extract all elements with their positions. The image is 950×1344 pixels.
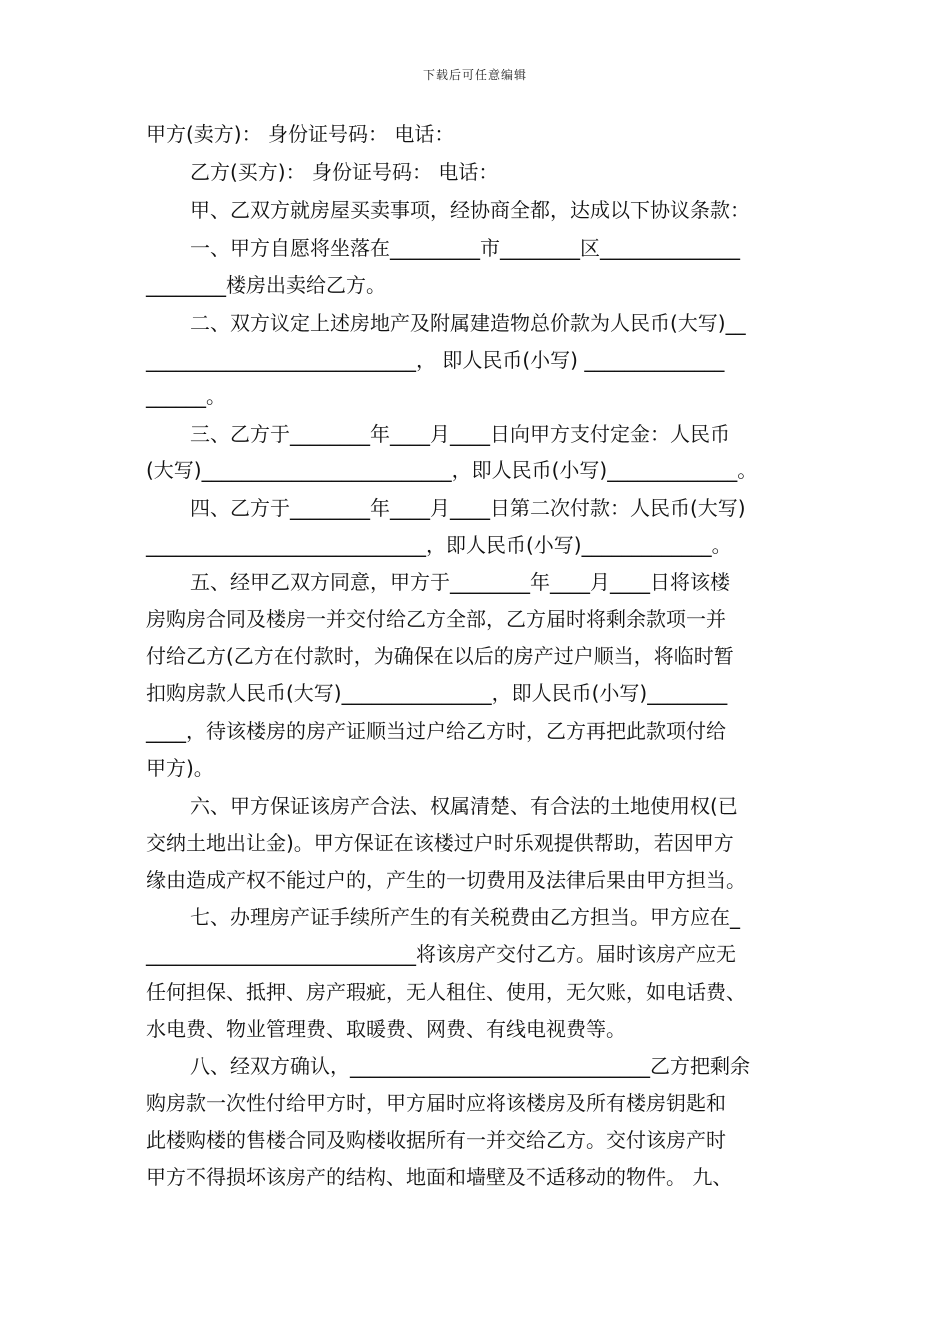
clause-8-line-4: 甲方不得损坏该房产的结构、地面和墙壁及不适移动的物件。 九、 bbox=[146, 1165, 733, 1189]
clause-4-line-2: ____________________________，即人民币(小写)_____________。 bbox=[146, 533, 732, 557]
clause-7-line-1: 七、办理房产证手续所产生的有关税费由乙方担当。甲方应在_ bbox=[190, 905, 740, 929]
clause-8-line-2: 购房款一次性付给甲方时，甲方届时应将该楼房及所有楼房钥匙和 bbox=[146, 1091, 726, 1115]
clause-8-line-3: 此楼购楼的售楼合同及购楼收据所有一并交给乙方。交付该房产时 bbox=[146, 1128, 726, 1152]
party-a-line: 甲方(卖方)： 身份证号码： 电话： bbox=[146, 122, 455, 146]
clause-6-line-1: 六、甲方保证该房产合法、权属清楚、有合法的土地使用权(已 bbox=[190, 794, 738, 818]
clause-1-line-1: 一、甲方自愿将坐落在_________市________区______________ bbox=[190, 236, 740, 260]
clause-7-line-3: 任何担保、抵押、房产瑕疵，无人租住、使用，无欠账，如电话费、 bbox=[146, 980, 746, 1004]
clause-5-line-5: ____，待该楼房的房产证顺当过户给乙方时，乙方再把此款项付给 bbox=[146, 719, 726, 743]
clause-5-line-4: 扣购房款人民币(大写)_______________，即人民币(小写)________ bbox=[146, 681, 728, 705]
clause-8-line-1: 八、经双方确认，______________________________乙方把剩余 bbox=[190, 1054, 750, 1078]
clause-7-line-2: ___________________________将该房产交付乙方。届时该房产应无 bbox=[146, 942, 736, 966]
clause-5-line-3: 付给乙方(乙方在付款时，为确保在以后的房产过户顺当，将临时暂 bbox=[146, 644, 734, 668]
clause-5-line-6: 甲方)。 bbox=[146, 756, 214, 780]
clause-2-line-2: ___________________________， 即人民币(小写) ______________ bbox=[146, 348, 725, 372]
clause-6-line-2: 交纳土地出让金)。甲方保证在该楼过户时乐观提供帮助，若因甲方 bbox=[146, 831, 734, 855]
clause-5-line-2: 房购房合同及楼房一并交付给乙方全部，乙方届时将剩余款项一并 bbox=[146, 607, 726, 631]
clause-3-line-1: 三、乙方于________年____月____日向甲方支付定金：人民币 bbox=[190, 422, 730, 446]
party-b-line: 乙方(买方)： 身份证号码： 电话： bbox=[190, 160, 499, 184]
clause-6-line-3: 缘由造成产权不能过户的，产生的一切费用及法律后果由甲方担当。 bbox=[146, 868, 746, 892]
clause-1-line-2: ________楼房出卖给乙方。 bbox=[146, 273, 386, 297]
clause-2-line-1: 二、双方议定上述房地产及附属建造物总价款为人民币(大写)__ bbox=[190, 311, 746, 335]
clause-7-line-4: 水电费、物业管理费、取暖费、网费、有线电视费等。 bbox=[146, 1017, 626, 1041]
clause-3-line-2: (大写)_________________________，即人民币(小写)_____________。 bbox=[146, 458, 758, 482]
clause-4-line-1: 四、乙方于________年____月____日第二次付款：人民币(大写) bbox=[190, 496, 746, 520]
clause-5-line-1: 五、经甲乙双方同意，甲方于________年____月____日将该楼 bbox=[190, 570, 730, 594]
intro-line: 甲、乙双方就房屋买卖事项，经协商全都，达成以下协议条款： bbox=[190, 198, 750, 222]
page-header: 下载后可任意编辑 bbox=[422, 68, 527, 82]
clause-2-line-3: ______。 bbox=[146, 384, 226, 408]
